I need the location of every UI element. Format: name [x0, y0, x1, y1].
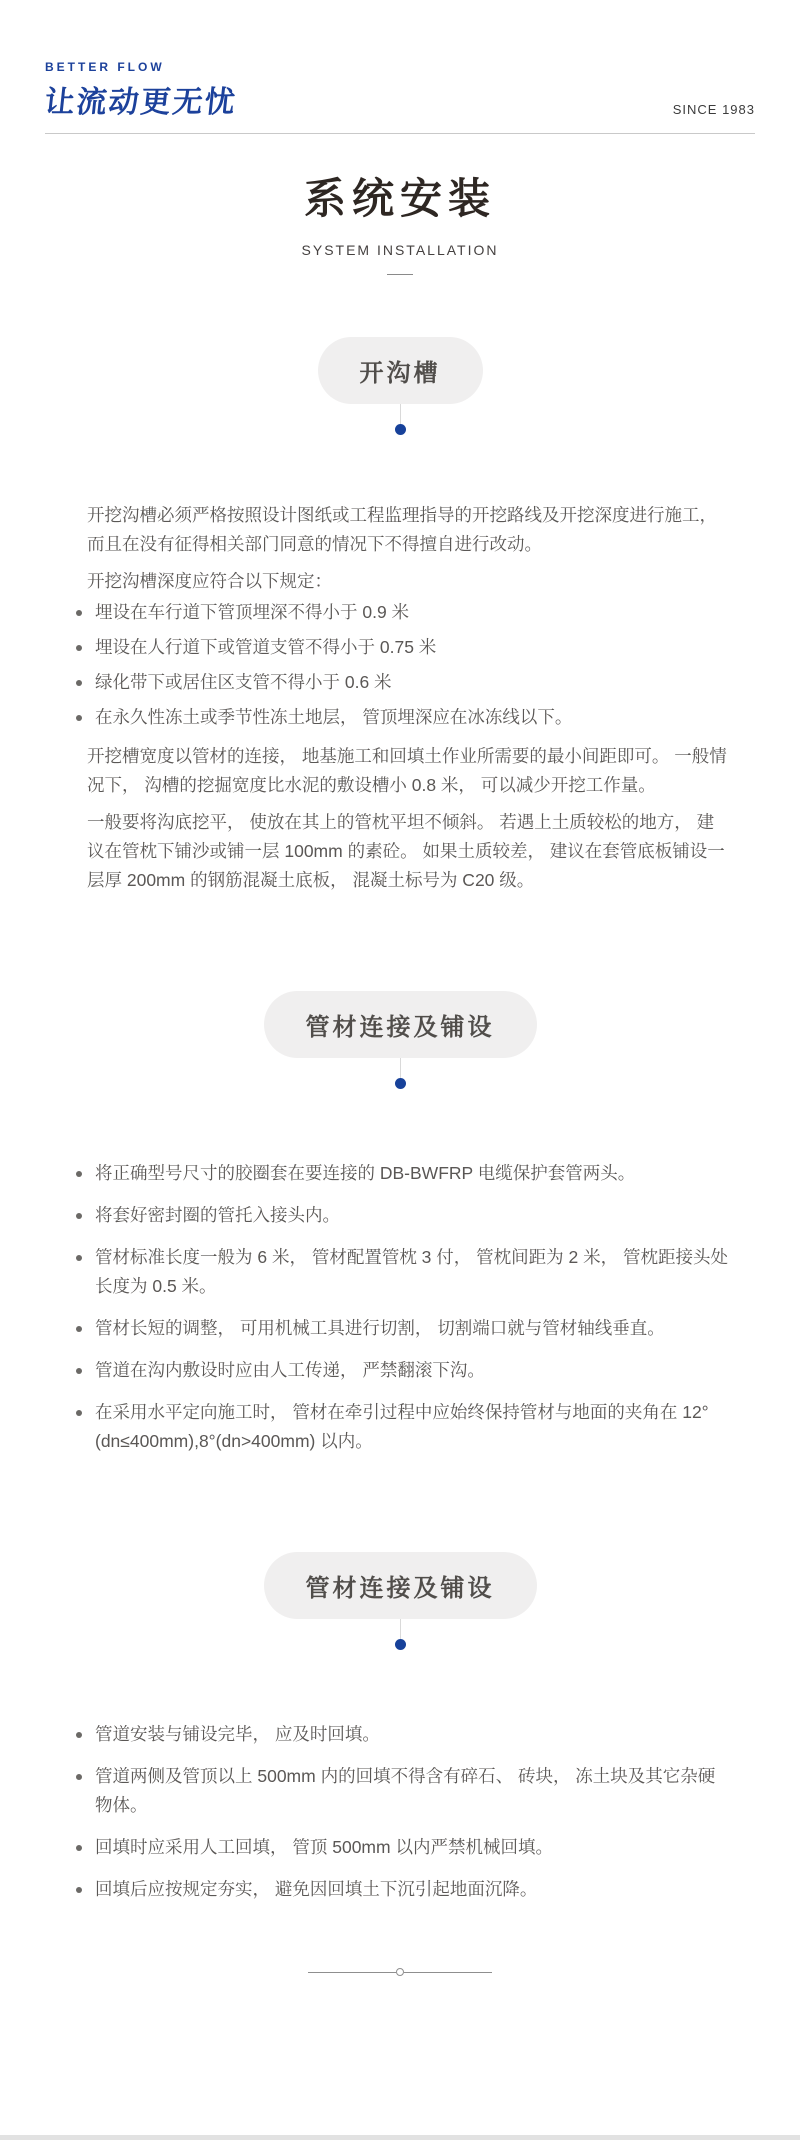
- bullet-list: [72, 1720, 732, 1904]
- page-header: [0, 0, 800, 134]
- since-label: SINCE 1983: [672, 102, 755, 117]
- list-item: 管材标准长度一般为 6 米， 管材配置管枕 3 付， 管枕间距为 2 米， 管枕距接头处长度为 0.5 米。: [72, 1243, 732, 1301]
- list-item: 埋设在车行道下管顶埋深不得小于 0.9 米: [72, 598, 730, 627]
- connector-dot: [395, 1078, 406, 1089]
- header-divider: [45, 133, 755, 134]
- list-item: 回填时应采用人工回填， 管顶 500mm 以内严禁机械回填。: [72, 1833, 732, 1862]
- section-header-backfill: [0, 1552, 800, 1650]
- page-subtitle: SYSTEM INSTALLATION: [301, 242, 499, 258]
- connector-line: [400, 1619, 401, 1639]
- paragraph: 开挖槽宽度以管材的连接， 地基施工和回填土作业所需要的最小间距即可。 一般情况下， 沟槽的挖掘宽度比水泥的敷设槽小 0.8 米， 可以减少开挖工作量。: [87, 746, 727, 795]
- section-content-backfill: [0, 1720, 800, 1904]
- connector-dot: [395, 424, 406, 435]
- connector-dot: [395, 1639, 406, 1650]
- section-content-trench: [0, 501, 800, 895]
- section-badge: 管材连接及铺设: [264, 991, 537, 1058]
- list-item: 将正确型号尺寸的胶圈套在要连接的 DB-BWFRP 电缆保护套管两头。: [72, 1159, 732, 1188]
- brand-logo: [42, 60, 239, 121]
- list-item: 管道在沟内敷设时应由人工传递， 严禁翻滚下沟。: [72, 1356, 732, 1385]
- list-item: 回填后应按规定夯实， 避免因回填土下沉引起地面沉降。: [72, 1875, 732, 1904]
- list-item: 管道两侧及管顶以上 500mm 内的回填不得含有碎石、 砖块， 冻土块及其它杂硬物体。: [72, 1762, 732, 1820]
- brand-logo-zh: 让流动更无忧: [42, 86, 239, 119]
- section-header-connection: [0, 991, 800, 1089]
- section-header-trench: [0, 337, 800, 435]
- bullet-list: [72, 598, 730, 732]
- list-item: 绿化带下或居住区支管不得小于 0.6 米: [72, 668, 730, 697]
- list-item: 埋设在人行道下或管道支管不得小于 0.75 米: [72, 633, 730, 662]
- list-item: 在永久性冻土或季节性冻土地层， 管顶埋深应在冰冻线以下。: [72, 703, 730, 732]
- page-title: 系统安装: [303, 175, 496, 222]
- section-badge: 开沟槽: [318, 337, 483, 404]
- bullet-list: [72, 1159, 732, 1456]
- footer-divider-line: [308, 1972, 396, 1973]
- section-content-connection: [0, 1159, 800, 1456]
- connector-line: [400, 1058, 401, 1078]
- paragraph: 一般要将沟底挖平， 使放在其上的管枕平坦不倾斜。 若遇上土质较松的地方， 建议在管枕下铺沙或铺一层 100mm 的素砼。 如果土质较差， 建议在套管底板铺设一层厚 200mm 的钢筋混凝土底板， 混凝土标号为 C20 级。: [87, 812, 725, 890]
- list-item: 管材长短的调整， 可用机械工具进行切割， 切割端口就与管材轴线垂直。: [72, 1314, 732, 1343]
- footer-divider-line: [404, 1972, 492, 1973]
- paragraph: 开挖沟槽深度应符合以下规定：: [87, 571, 332, 591]
- footer-divider-circle-icon: [396, 1968, 404, 1976]
- footer-divider: [0, 1968, 800, 1976]
- bottom-edge-strip: [0, 2135, 800, 2140]
- list-item: 管道安装与铺设完毕， 应及时回填。: [72, 1720, 732, 1749]
- paragraph: 开挖沟槽必须严格按照设计图纸或工程监理指导的开挖路线及开挖深度进行施工， 而且在没有征得相关部门同意的情况下不得擅自进行改动。: [87, 505, 717, 554]
- brand-tagline-en: BETTER FLOW: [45, 60, 165, 74]
- section-badge: 管材连接及铺设: [264, 1552, 537, 1619]
- list-item: 将套好密封圈的管托入接头内。: [72, 1201, 732, 1230]
- list-item: 在采用水平定向施工时， 管材在牵引过程中应始终保持管材与地面的夹角在 12°(dn≤400mm),8°(dn>400mm) 以内。: [72, 1398, 732, 1456]
- connector-line: [400, 404, 401, 424]
- title-divider: [387, 274, 413, 275]
